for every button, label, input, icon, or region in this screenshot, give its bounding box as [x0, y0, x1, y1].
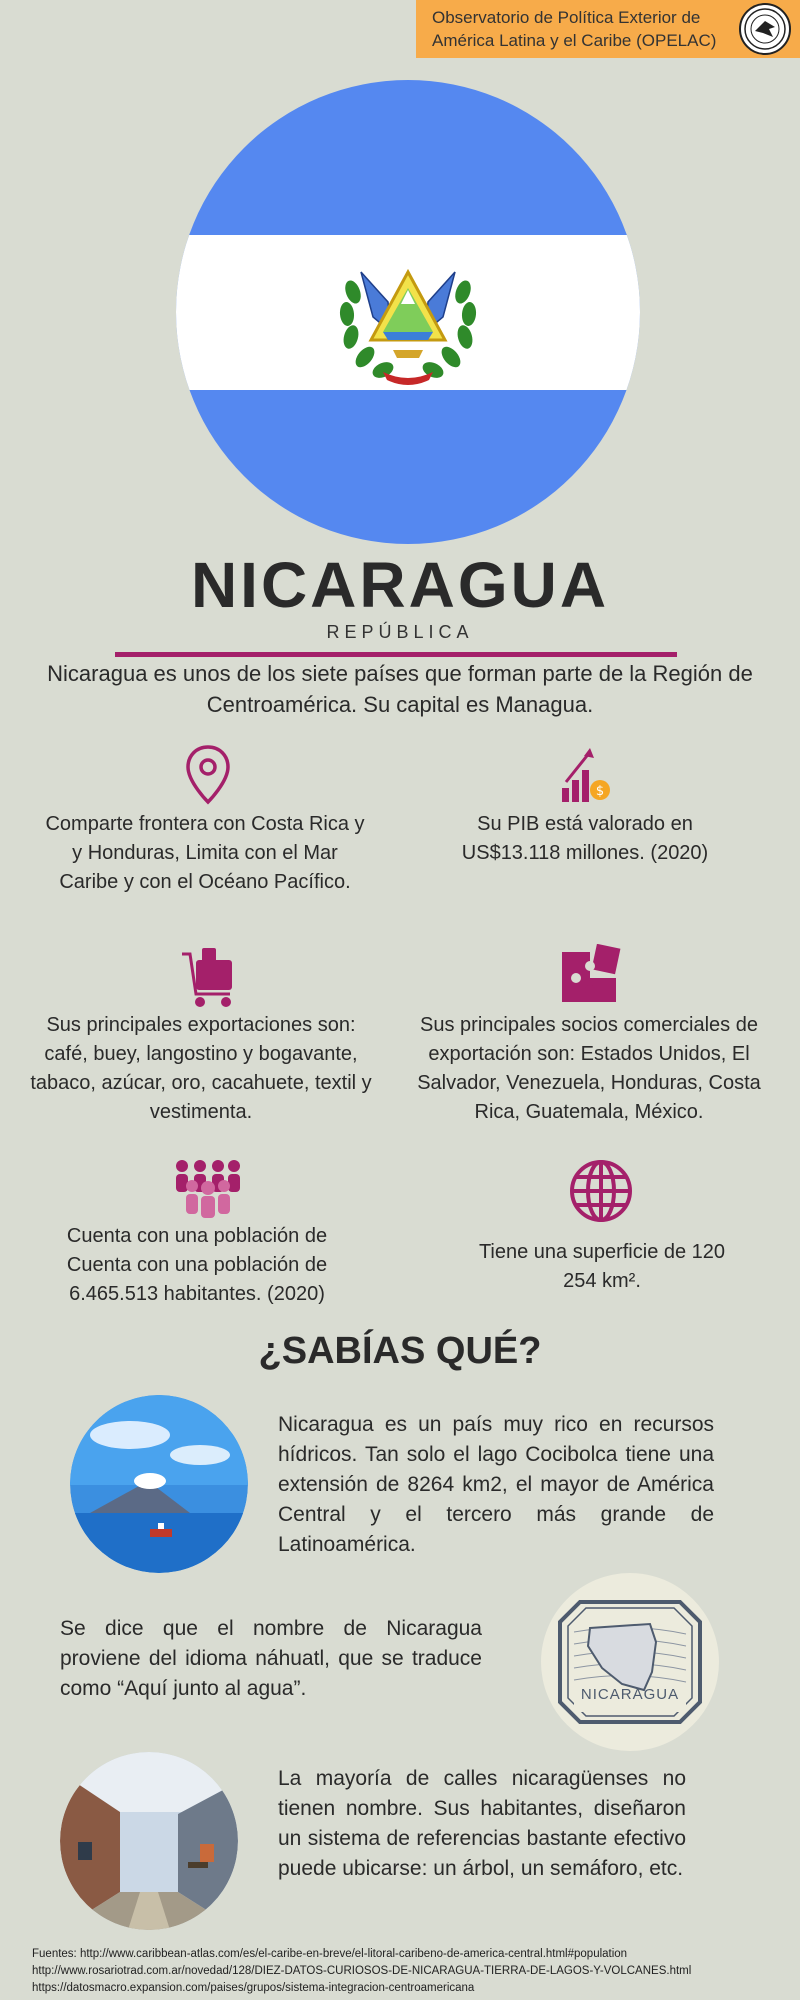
- intro-text: Nicaragua es unos de los siete países que forman parte de la Región de Centroamérica. Su capital es Managua.: [47, 661, 753, 717]
- opelac-seal-icon: [739, 3, 791, 55]
- nicaragua-flag: [176, 80, 640, 544]
- source-link-2[interactable]: http://www.rosariotrad.com.ar/novedad/128/DIEZ-DATOS-CURIOSOS-DE-NICARAGUA-TIERRA-DE-LAGOS-Y-VOLCANES.html: [32, 1965, 692, 1977]
- organization-name: [432, 6, 724, 52]
- fact-exports: Sus principales exportaciones son: café, buey, langostino y bogavante, tabaco, azúcar, oro, cacahuete, textil y vestimenta.: [30, 1014, 372, 1123]
- people-group-icon: [172, 1158, 244, 1220]
- volcano-lake-photo: [70, 1395, 248, 1573]
- growth-chart-icon: [560, 746, 612, 804]
- country-subtitle: REPÚBLICA: [326, 622, 474, 642]
- source-link-3[interactable]: https://datosmacro.expansion.com/paises/grupos/sistema-integracion-centroamericana: [32, 1982, 475, 1994]
- nicaragua-map-stamp: [540, 1572, 720, 1752]
- sources: [32, 1946, 792, 1997]
- fact-water-resources: Nicaragua es un país muy rico en recursos hídricos. Tan solo el lago Cocibolca tiene una extensión de 8264 km2, el mayor de América Central y el tercero más grande de Latinoamérica.: [278, 1413, 714, 1556]
- puzzle-icon: [560, 944, 622, 1004]
- title-divider: [115, 652, 677, 657]
- fact-gdp: Su PIB está valorado en US$13.118 millones. (2020): [461, 813, 709, 864]
- fact-borders: Comparte frontera con Costa Rica y y Honduras, Limita con el Mar Caribe y con el Océano Pacífico.: [45, 813, 365, 893]
- stamp-label: NICARAGUA: [580, 1686, 680, 1703]
- source-link-1[interactable]: Fuentes: http://www.caribbean-atlas.com/es/el-caribe-en-breve/el-litoral-caribeno-de-america-central.html#population: [32, 1948, 628, 1960]
- fact-area: Tiene una superficie de 120 254 km².: [478, 1241, 726, 1292]
- location-pin-icon: [184, 744, 232, 806]
- fact-trade-partners: Sus principales socios comerciales de exportación son: Estados Unidos, El Salvador, Venezuela, Honduras, Costa Rica, Guatemala, México.: [417, 1014, 761, 1123]
- globe-icon: [568, 1158, 634, 1224]
- svg-text:$: $: [595, 784, 605, 799]
- fact-street-names: La mayoría de calles nicaragüenses no tienen nombre. Sus habitantes, diseñaron un sistema de referencias bastante efectivo puede ubicarse: un árbol, un semáforo, etc.: [278, 1767, 686, 1880]
- organization-name-line1: Observatorio de Política Exterior de: [432, 8, 701, 27]
- organization-name-line2: América Latina y el Caribe (OPELAC): [432, 31, 717, 50]
- fact-name-origin: Se dice que el nombre de Nicaragua proviene del idioma náhuatl, que se traduce como “Aquí junto al agua”.: [60, 1617, 482, 1700]
- did-you-know-title: ¿SABÍAS QUÉ?: [258, 1330, 542, 1372]
- fact-population: Cuenta con una población de Cuenta con una población de 6.465.513 habitantes. (2020): [66, 1225, 328, 1305]
- coat-of-arms-icon: [333, 232, 483, 392]
- street-photo: [60, 1752, 238, 1930]
- country-name: NICARAGUA: [190, 549, 610, 621]
- shopping-cart-icon: [180, 944, 236, 1010]
